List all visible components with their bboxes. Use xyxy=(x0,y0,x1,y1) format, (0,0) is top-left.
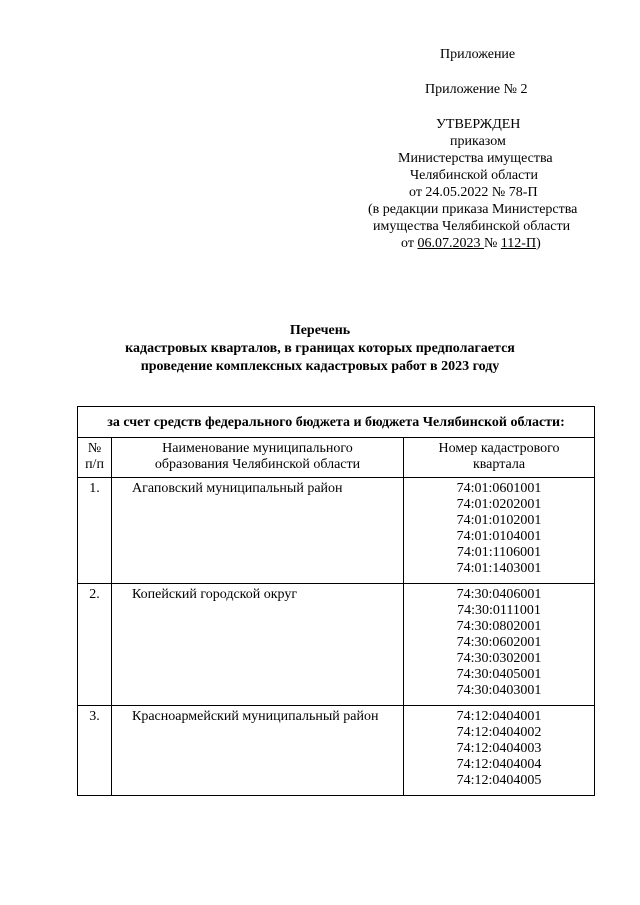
col-name-header-2: образования Челябинской области xyxy=(154,457,361,472)
doc-title-line-2: кадастровых кварталов, в границах которых предполагается xyxy=(125,341,515,356)
col-code-header-2: квартала xyxy=(472,457,526,472)
table-row xyxy=(78,478,595,584)
edition-line-1: (в редакции приказа Министерства xyxy=(368,202,578,217)
edition-date: 06.07.2023 xyxy=(417,236,484,251)
cadastral-code: 74:30:0602001 xyxy=(456,635,542,650)
cadastral-table xyxy=(77,406,595,796)
municipality-name: Копейский городской округ xyxy=(112,584,404,706)
ministry-label: Министерства имущества xyxy=(398,151,553,166)
appendix-number: Приложение № 2 xyxy=(425,82,528,97)
table-row xyxy=(78,584,595,706)
column-header-row xyxy=(78,438,595,478)
region-label: Челябинской области xyxy=(410,168,538,183)
cadastral-code: 74:30:0403001 xyxy=(456,683,542,698)
edition-number: 112-П xyxy=(500,236,537,251)
edition-line-2: имущества Челябинской области xyxy=(373,219,571,234)
cadastral-code: 74:01:0202001 xyxy=(456,497,542,512)
cadastral-code: 74:01:0102001 xyxy=(456,513,542,528)
cadastral-code: 74:30:0111001 xyxy=(457,603,541,618)
edition-no-sign: № xyxy=(483,236,501,251)
edition-line-3 xyxy=(401,236,541,252)
cadastral-code: 74:01:0104001 xyxy=(456,529,542,544)
cadastral-code: 74:12:0404003 xyxy=(456,741,542,756)
col-code-header-1: Номер кадастрового xyxy=(438,441,560,456)
doc-title-line-3: проведение комплексных кадастровых работ в 2023 году xyxy=(140,359,500,374)
col-name-header xyxy=(112,438,404,478)
funding-cell: за счет средств федерального бюджета и бюджета Челябинской области: xyxy=(78,407,595,438)
col-num-header-2: п/п xyxy=(85,457,104,472)
cadastral-code: 74:30:0405001 xyxy=(456,667,542,682)
cadastral-code: 74:12:0404002 xyxy=(456,725,542,740)
approved-label: УТВЕРЖДЕН xyxy=(436,117,521,132)
appendix-label: Приложение xyxy=(440,47,516,62)
cadastral-code: 74:12:0404004 xyxy=(456,757,542,772)
cadastral-code: 74:01:1403001 xyxy=(456,561,542,576)
row-number: 2. xyxy=(78,584,112,706)
cadastral-code: 74:01:1106001 xyxy=(456,545,542,560)
table-row xyxy=(78,706,595,796)
cadastral-codes xyxy=(404,706,595,796)
cadastral-codes xyxy=(404,478,595,584)
cadastral-code: 74:12:0404001 xyxy=(456,709,542,724)
order-date-number: от 24.05.2022 № 78-П xyxy=(409,185,538,200)
cadastral-code: 74:30:0302001 xyxy=(456,651,542,666)
col-code-header xyxy=(404,438,595,478)
row-number: 3. xyxy=(78,706,112,796)
cadastral-code: 74:01:0601001 xyxy=(456,481,542,496)
col-num-header xyxy=(78,438,112,478)
edition-from: от xyxy=(401,236,418,251)
cadastral-codes xyxy=(404,584,595,706)
cadastral-code: 74:30:0406001 xyxy=(456,587,542,602)
by-order-label: приказом xyxy=(450,134,506,149)
doc-title-line-1: Перечень xyxy=(289,323,351,338)
col-name-header-1: Наименование муниципального xyxy=(162,441,353,456)
cadastral-code: 74:30:0802001 xyxy=(456,619,542,634)
row-number: 1. xyxy=(78,478,112,584)
edition-close: ) xyxy=(536,236,541,251)
municipality-name: Агаповский муниципальный район xyxy=(112,478,404,584)
funding-row xyxy=(78,407,595,438)
municipality-name: Красноармейский муниципальный район xyxy=(112,706,404,796)
cadastral-code: 74:12:0404005 xyxy=(456,773,542,788)
col-num-header-1: № xyxy=(87,441,102,456)
